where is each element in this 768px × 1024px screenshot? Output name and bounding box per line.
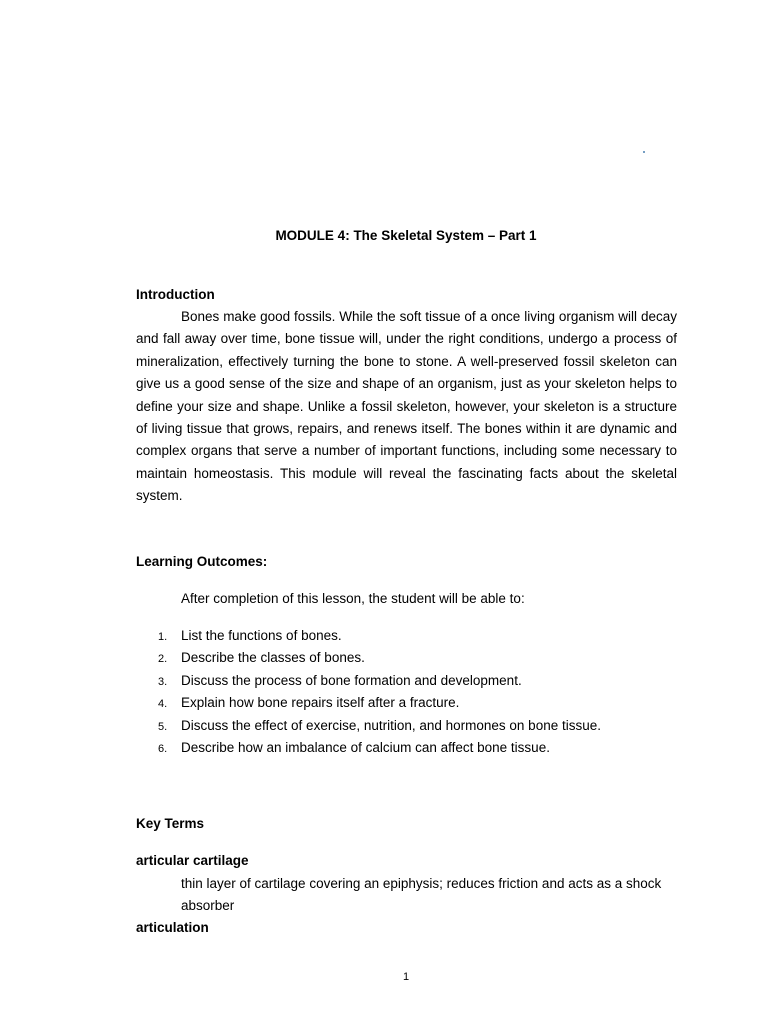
page-number: 1 [402,971,410,983]
module-title: MODULE 4: The Skeletal System – Part 1 [275,228,537,243]
introduction-paragraph: Bones make good fossils. While the soft tissue of a once living organism will decay and fall away over time, bone tissue will, under the right conditions, undergo a process of mineralization, effectively turning the bone to stone. A well-preserved fossil skeleton can give us a good sense of the size and shape of an organism, just as your skeleton helps to define your size and shape. Unlike a fossil skeleton, however, your skeleton is a structure of living tissue that grows, repairs, and renews itself. The bones within it are dynamic and complex organs that serve a number of important functions, including some necessary to maintain homeostasis. This module will reveal the fascinating facts about the skeletal system. [136,309,677,504]
key-term-name: articular cartilage [136,853,249,868]
list-item-number: 4. [158,698,168,711]
list-item-text: Describe how an imbalance of calcium can affect bone tissue. [181,739,550,755]
list-item-text: List the functions of bones. [181,628,342,643]
learning-outcomes-heading: Learning Outcomes: [136,554,268,569]
introduction-heading: Introduction [136,287,215,302]
key-terms-heading: Key Terms [136,816,205,831]
list-item-number: 1. [158,631,168,643]
scan-speck [643,151,645,153]
list-item-text: Discuss the effect of exercise, nutrition, and hormones on bone tissue. [181,717,601,733]
key-term-name: articulation [136,920,209,935]
list-item-text: Describe the classes of bones. [181,650,365,666]
list-item-number: 3. [158,675,168,688]
list-item-number: 6. [158,742,168,755]
list-item-number: 2. [158,653,168,666]
list-item-text: Discuss the process of bone formation and development. [181,672,522,688]
list-item-text: Explain how bone repairs itself after a fracture. [181,695,460,711]
list-item-number: 5. [158,720,168,733]
learning-outcomes-lead: After completion of this lesson, the student will be able to: [181,591,525,606]
key-term-definition: thin layer of cartilage covering an epiphysis; reduces friction and acts as a shock absorber [181,876,662,914]
